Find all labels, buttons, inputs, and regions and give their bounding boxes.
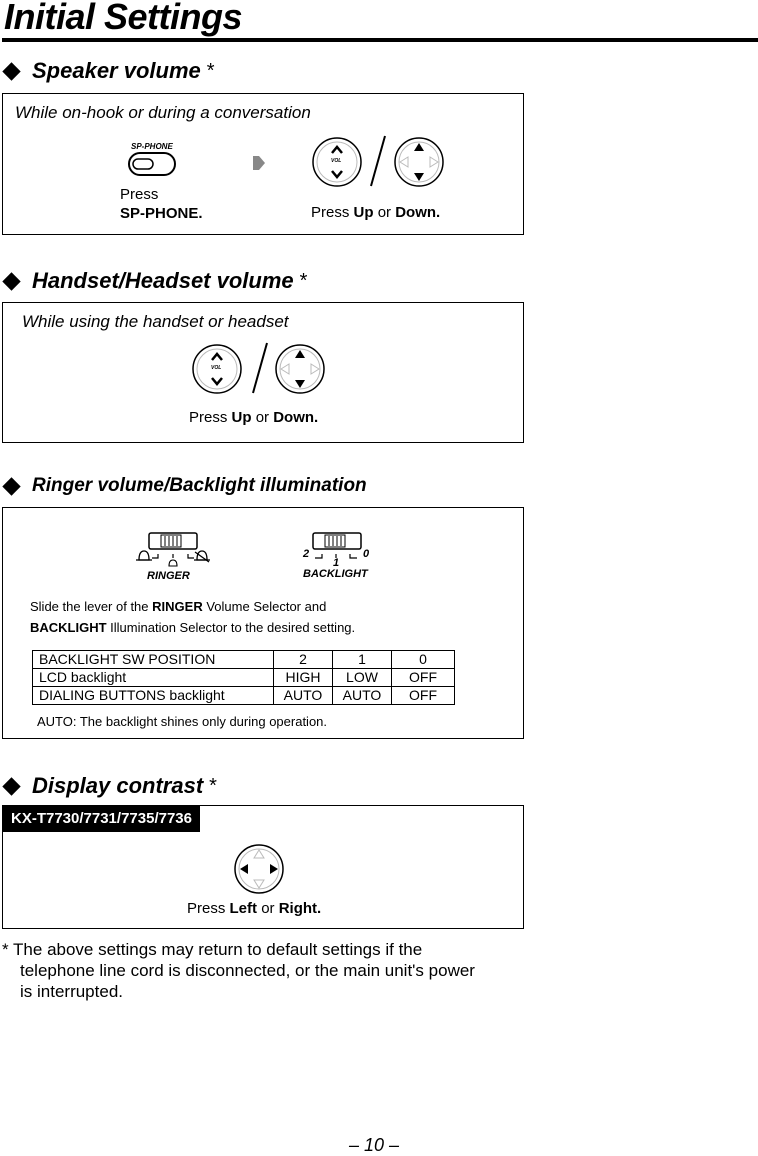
desc-ringer-key: RINGER: [152, 599, 203, 614]
caption-press: Press: [187, 900, 226, 917]
page-number: – 10 –: [349, 1135, 400, 1155]
vol-label: VOL: [331, 158, 342, 164]
diamond-bullet-icon: [2, 272, 20, 290]
desc-text: Slide the lever of the: [30, 599, 149, 614]
speaker-volume-heading: [0, 58, 215, 84]
caption-right: Right.: [278, 900, 322, 917]
ringer-backlight-box: [2, 507, 524, 739]
caption-press: Press: [311, 204, 350, 221]
or-slash-icon: [367, 134, 389, 190]
table-cell: 1: [333, 651, 392, 669]
caption-or: or: [255, 409, 270, 426]
caption-or: or: [261, 900, 275, 917]
table-cell: OFF: [392, 669, 455, 687]
ringer-desc-line2: [30, 620, 355, 635]
speaker-volume-box: [2, 93, 524, 235]
sp-phone-key-label: SP-PHONE: [131, 142, 173, 151]
handset-volume-box: [2, 302, 524, 443]
caption-up: Up: [231, 409, 252, 426]
diamond-bullet-icon: [2, 62, 20, 80]
caption-down: Down.: [273, 409, 319, 426]
speaker-condition: While on-hook or during a conversation: [15, 103, 311, 122]
footnote-line3: is interrupted.: [20, 982, 123, 1001]
table-cell: AUTO: [333, 687, 392, 705]
display-contrast-box: [2, 805, 524, 929]
or-slash-icon: [249, 341, 271, 397]
footnote-line2: telephone line cord is disconnected, or the main unit's power: [20, 961, 475, 980]
footnote-line1: The above settings may return to default settings if the: [13, 940, 423, 959]
desc-backlight-key: BACKLIGHT: [30, 620, 107, 635]
ringer-label: RINGER: [147, 570, 190, 582]
handset-step-caption: [189, 409, 318, 426]
footnote-asterisk: *: [2, 940, 9, 959]
page-title: Initial Settings: [4, 0, 243, 37]
speaker-volume-title: Speaker volume: [32, 58, 201, 83]
sp-phone-key-icon[interactable]: [127, 151, 177, 177]
title-rule: [2, 38, 758, 42]
handset-volume-heading: [0, 268, 307, 294]
table-cell: OFF: [392, 687, 455, 705]
display-contrast-title: Display contrast: [32, 773, 204, 798]
contrast-step-caption: [187, 900, 321, 917]
table-cell: 0: [392, 651, 455, 669]
caption-or: or: [377, 204, 392, 221]
speaker-step2-caption: [311, 204, 440, 221]
auto-note: AUTO: The backlight shines only during operation.: [37, 714, 328, 729]
table-cell: AUTO: [274, 687, 333, 705]
navigator-key-icon[interactable]: [393, 136, 445, 188]
caption-down: Down.: [395, 204, 441, 221]
desc-text: Volume Selector and: [206, 599, 327, 614]
asterisk-mark: *: [206, 59, 215, 82]
backlight-pos-0: 0: [363, 548, 370, 560]
display-contrast-heading: [0, 773, 217, 799]
diamond-bullet-icon: [2, 777, 20, 795]
caption-press: Press: [189, 409, 228, 426]
ringer-selector-switch[interactable]: [131, 530, 215, 568]
model-badge: KX-T7730/7731/7735/7736: [3, 806, 200, 832]
caption-left: Left: [229, 900, 258, 917]
diamond-bullet-icon: [2, 477, 20, 495]
asterisk-mark: *: [299, 269, 308, 292]
navigator-key-icon[interactable]: [233, 843, 285, 895]
footnote: [2, 939, 422, 960]
backlight-pos-2: 2: [303, 548, 310, 560]
table-cell: HIGH: [274, 669, 333, 687]
table-cell: 2: [274, 651, 333, 669]
backlight-pos-1: 1: [333, 557, 340, 569]
speaker-step1-key: SP-PHONE.: [120, 205, 203, 222]
table-row: [33, 669, 455, 687]
desc-text: Illumination Selector to the desired setting.: [110, 620, 356, 635]
table-cell: LCD backlight: [33, 669, 274, 687]
navigator-key-icon[interactable]: [274, 343, 326, 395]
table-cell: DIALING BUTTONS backlight: [33, 687, 274, 705]
next-step-arrow-icon: [251, 152, 267, 174]
ringer-desc-line1: [30, 599, 326, 614]
vol-label: VOL: [211, 365, 222, 371]
table-cell: LOW: [333, 669, 392, 687]
backlight-label: BACKLIGHT: [303, 568, 368, 580]
speaker-step1-press: Press: [120, 186, 159, 203]
table-cell: BACKLIGHT SW POSITION: [33, 651, 274, 669]
asterisk-mark: *: [209, 774, 217, 797]
table-row: [33, 651, 455, 669]
ringer-backlight-title: Ringer volume/Backlight illumination: [32, 475, 367, 496]
backlight-settings-table: [32, 650, 455, 705]
ringer-backlight-heading: [0, 475, 367, 497]
handset-volume-title: Handset/Headset volume: [32, 268, 294, 293]
handset-condition: While using the handset or headset: [22, 312, 289, 331]
caption-up: Up: [353, 204, 374, 221]
table-row: [33, 687, 455, 705]
